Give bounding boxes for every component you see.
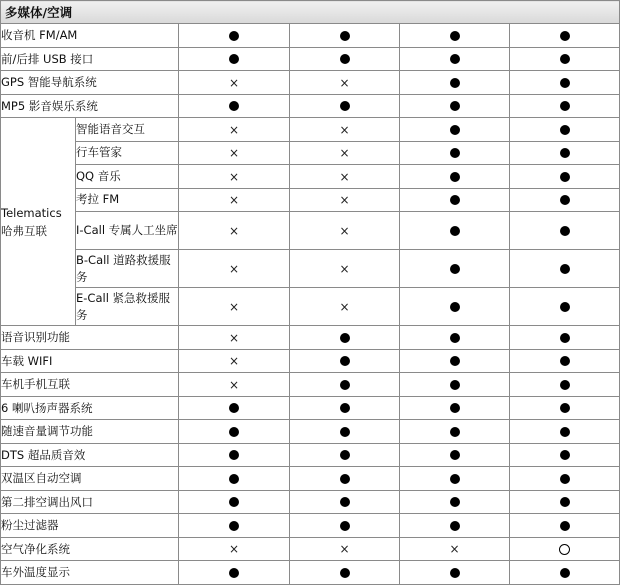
trim-3-cell (400, 396, 510, 420)
trim-4-cell (510, 250, 620, 288)
trim-4-cell (510, 467, 620, 491)
trim-4-cell (510, 47, 620, 71)
not-available-cross-icon: × (339, 542, 350, 557)
standard-dot-icon (340, 568, 350, 578)
not-available-cross-icon: × (339, 169, 350, 184)
trim-3-cell (400, 288, 510, 326)
table-row (1, 250, 620, 288)
trim-2-cell (290, 349, 400, 373)
trim-2-cell (290, 443, 400, 467)
standard-dot-icon (229, 521, 239, 531)
trim-2-cell (290, 118, 400, 142)
trim-2-cell (290, 94, 400, 118)
trim-3-cell (400, 467, 510, 491)
trim-3-cell (400, 490, 510, 514)
table-row (1, 24, 620, 48)
standard-dot-icon (340, 427, 350, 437)
standard-dot-icon (340, 356, 350, 366)
standard-dot-icon (450, 302, 460, 312)
feature-label: 智能语音交互 (76, 118, 179, 142)
standard-dot-icon (450, 521, 460, 531)
trim-1-cell (179, 561, 290, 585)
optional-circle-icon (559, 544, 570, 555)
standard-dot-icon (229, 474, 239, 484)
standard-dot-icon (560, 450, 570, 460)
not-available-cross-icon: × (339, 262, 350, 276)
feature-label: 语音识别功能 (1, 326, 179, 350)
trim-1-cell (179, 24, 290, 48)
trim-1-cell (179, 141, 290, 165)
feature-label: 随速音量调节功能 (1, 420, 179, 444)
trim-1-cell (179, 537, 290, 561)
standard-dot-icon (560, 172, 570, 182)
not-available-cross-icon: × (228, 122, 240, 137)
trim-3-cell (400, 561, 510, 585)
feature-label: 6 喇叭扬声器系统 (1, 396, 179, 420)
spec-table-body (1, 1, 620, 585)
not-available-cross-icon: × (228, 193, 240, 208)
trim-2-cell (290, 490, 400, 514)
standard-dot-icon (450, 356, 460, 366)
trim-4-cell (510, 165, 620, 189)
trim-2-cell (290, 396, 400, 420)
standard-dot-icon (450, 497, 460, 507)
feature-label: 双温区自动空调 (1, 467, 179, 491)
trim-3-cell (400, 443, 510, 467)
not-available-cross-icon: × (339, 122, 350, 137)
trim-4-cell (510, 537, 620, 561)
table-row (1, 373, 620, 397)
standard-dot-icon (450, 333, 460, 343)
trim-2-cell (290, 373, 400, 397)
not-available-cross-icon: × (228, 169, 240, 184)
feature-label: E-Call 紧急救援服务 (76, 288, 179, 326)
standard-dot-icon (229, 497, 239, 507)
standard-dot-icon (560, 568, 570, 578)
standard-dot-icon (450, 78, 460, 88)
trim-3-cell (400, 373, 510, 397)
trim-4-cell (510, 118, 620, 142)
standard-dot-icon (340, 333, 350, 343)
standard-dot-icon (560, 302, 570, 312)
trim-1-cell (179, 212, 290, 250)
standard-dot-icon (560, 148, 570, 158)
trim-4-cell (510, 326, 620, 350)
standard-dot-icon (340, 474, 350, 484)
standard-dot-icon (560, 356, 570, 366)
standard-dot-icon (450, 172, 460, 182)
standard-dot-icon (450, 226, 460, 236)
standard-dot-icon (340, 380, 350, 390)
standard-dot-icon (340, 31, 350, 41)
trim-1-cell (179, 288, 290, 326)
standard-dot-icon (560, 78, 570, 88)
table-row (1, 71, 620, 95)
standard-dot-icon (450, 125, 460, 135)
trim-3-cell (400, 537, 510, 561)
feature-label: 车载 WIFI (1, 349, 179, 373)
standard-dot-icon (450, 148, 460, 158)
standard-dot-icon (450, 54, 460, 64)
feature-label: MP5 影音娱乐系统 (1, 94, 179, 118)
trim-2-cell (290, 561, 400, 585)
standard-dot-icon (229, 450, 239, 460)
table-row (1, 467, 620, 491)
trim-1-cell (179, 467, 290, 491)
not-available-cross-icon: × (449, 542, 460, 557)
trim-2-cell (290, 250, 400, 288)
trim-3-cell (400, 212, 510, 250)
table-row (1, 349, 620, 373)
trim-2-cell (290, 326, 400, 350)
trim-4-cell (510, 288, 620, 326)
standard-dot-icon (450, 195, 460, 205)
feature-label: I-Call 专属人工坐席 (76, 212, 179, 250)
trim-4-cell (510, 561, 620, 585)
trim-1-cell (179, 396, 290, 420)
feature-label: QQ 音乐 (76, 165, 179, 189)
table-row (1, 212, 620, 250)
table-row (1, 141, 620, 165)
trim-1-cell (179, 118, 290, 142)
trim-1-cell (179, 165, 290, 189)
trim-1-cell (179, 250, 290, 288)
standard-dot-icon (450, 474, 460, 484)
trim-4-cell (510, 94, 620, 118)
feature-label: GPS 智能导航系统 (1, 71, 179, 95)
trim-3-cell (400, 24, 510, 48)
trim-1-cell (179, 94, 290, 118)
trim-2-cell (290, 467, 400, 491)
trim-4-cell (510, 141, 620, 165)
table-row (1, 326, 620, 350)
trim-4-cell (510, 349, 620, 373)
not-available-cross-icon: × (228, 377, 240, 392)
not-available-cross-icon: × (228, 146, 240, 161)
standard-dot-icon (340, 101, 350, 111)
standard-dot-icon (340, 450, 350, 460)
not-available-cross-icon: × (339, 300, 350, 314)
trim-1-cell (179, 71, 290, 95)
trim-4-cell (510, 443, 620, 467)
not-available-cross-icon: × (228, 224, 240, 238)
table-row (1, 490, 620, 514)
not-available-cross-icon: × (339, 75, 350, 90)
not-available-cross-icon: × (228, 330, 240, 345)
standard-dot-icon (450, 380, 460, 390)
trim-1-cell (179, 326, 290, 350)
standard-dot-icon (560, 101, 570, 111)
trim-1-cell (179, 420, 290, 444)
feature-label: 空气净化系统 (1, 537, 179, 561)
standard-dot-icon (229, 427, 239, 437)
trim-1-cell (179, 490, 290, 514)
standard-dot-icon (450, 403, 460, 413)
not-available-cross-icon: × (339, 193, 350, 208)
table-row (1, 514, 620, 538)
not-available-cross-icon: × (228, 542, 240, 557)
standard-dot-icon (450, 427, 460, 437)
standard-dot-icon (229, 101, 239, 111)
trim-2-cell (290, 188, 400, 212)
trim-2-cell (290, 24, 400, 48)
section-header-row (1, 1, 620, 24)
trim-3-cell (400, 94, 510, 118)
feature-label: 收音机 FM/AM (1, 24, 179, 48)
not-available-cross-icon: × (228, 300, 240, 314)
standard-dot-icon (340, 54, 350, 64)
trim-4-cell (510, 490, 620, 514)
not-available-cross-icon: × (228, 262, 240, 276)
standard-dot-icon (450, 450, 460, 460)
standard-dot-icon (560, 380, 570, 390)
standard-dot-icon (340, 521, 350, 531)
trim-3-cell (400, 349, 510, 373)
trim-4-cell (510, 212, 620, 250)
trim-4-cell (510, 71, 620, 95)
trim-4-cell (510, 420, 620, 444)
feature-label: 第二排空调出风口 (1, 490, 179, 514)
table-row (1, 420, 620, 444)
trim-4-cell (510, 373, 620, 397)
feature-label: 考拉 FM (76, 188, 179, 212)
trim-4-cell (510, 514, 620, 538)
standard-dot-icon (560, 474, 570, 484)
table-row (1, 396, 620, 420)
trim-3-cell (400, 141, 510, 165)
trim-3-cell (400, 165, 510, 189)
feature-label: 行车管家 (76, 141, 179, 165)
not-available-cross-icon: × (228, 354, 240, 369)
trim-3-cell (400, 250, 510, 288)
trim-2-cell (290, 537, 400, 561)
standard-dot-icon (560, 31, 570, 41)
table-row (1, 188, 620, 212)
trim-2-cell (290, 141, 400, 165)
trim-3-cell (400, 71, 510, 95)
standard-dot-icon (560, 125, 570, 135)
standard-dot-icon (560, 521, 570, 531)
trim-4-cell (510, 24, 620, 48)
standard-dot-icon (560, 226, 570, 236)
standard-dot-icon (229, 403, 239, 413)
trim-2-cell (290, 165, 400, 189)
trim-2-cell (290, 514, 400, 538)
not-available-cross-icon: × (339, 146, 350, 161)
standard-dot-icon (560, 195, 570, 205)
standard-dot-icon (340, 403, 350, 413)
table-row (1, 47, 620, 71)
trim-2-cell (290, 288, 400, 326)
table-row (1, 443, 620, 467)
table-row (1, 94, 620, 118)
table-row (1, 561, 620, 585)
standard-dot-icon (450, 101, 460, 111)
standard-dot-icon (229, 54, 239, 64)
standard-dot-icon (560, 403, 570, 413)
trim-4-cell (510, 188, 620, 212)
trim-3-cell (400, 514, 510, 538)
trim-3-cell (400, 188, 510, 212)
feature-label: 前/后排 USB 接口 (1, 47, 179, 71)
trim-3-cell (400, 420, 510, 444)
feature-label: 粉尘过滤器 (1, 514, 179, 538)
standard-dot-icon (450, 568, 460, 578)
trim-2-cell (290, 71, 400, 95)
trim-3-cell (400, 326, 510, 350)
table-row (1, 165, 620, 189)
table-row (1, 537, 620, 561)
trim-2-cell (290, 420, 400, 444)
standard-dot-icon (340, 497, 350, 507)
trim-1-cell (179, 443, 290, 467)
not-available-cross-icon: × (339, 224, 350, 238)
standard-dot-icon (450, 31, 460, 41)
trim-1-cell (179, 514, 290, 538)
section-title: 多媒体/空调 (1, 1, 620, 24)
trim-2-cell (290, 212, 400, 250)
standard-dot-icon (560, 427, 570, 437)
trim-2-cell (290, 47, 400, 71)
feature-label: 车机手机互联 (1, 373, 179, 397)
standard-dot-icon (450, 264, 460, 274)
trim-3-cell (400, 47, 510, 71)
table-row (1, 118, 620, 142)
table-row (1, 288, 620, 326)
standard-dot-icon (560, 54, 570, 64)
trim-1-cell (179, 47, 290, 71)
feature-label: DTS 超品质音效 (1, 443, 179, 467)
standard-dot-icon (560, 333, 570, 343)
standard-dot-icon (560, 497, 570, 507)
standard-dot-icon (560, 264, 570, 274)
trim-3-cell (400, 118, 510, 142)
group-label: Telematics 哈弗互联 (1, 118, 76, 326)
standard-dot-icon (229, 31, 239, 41)
trim-1-cell (179, 373, 290, 397)
feature-label: B-Call 道路救援服务 (76, 250, 179, 288)
trim-4-cell (510, 396, 620, 420)
standard-dot-icon (229, 568, 239, 578)
trim-1-cell (179, 188, 290, 212)
feature-label: 车外温度显示 (1, 561, 179, 585)
not-available-cross-icon: × (228, 75, 240, 90)
trim-1-cell (179, 349, 290, 373)
